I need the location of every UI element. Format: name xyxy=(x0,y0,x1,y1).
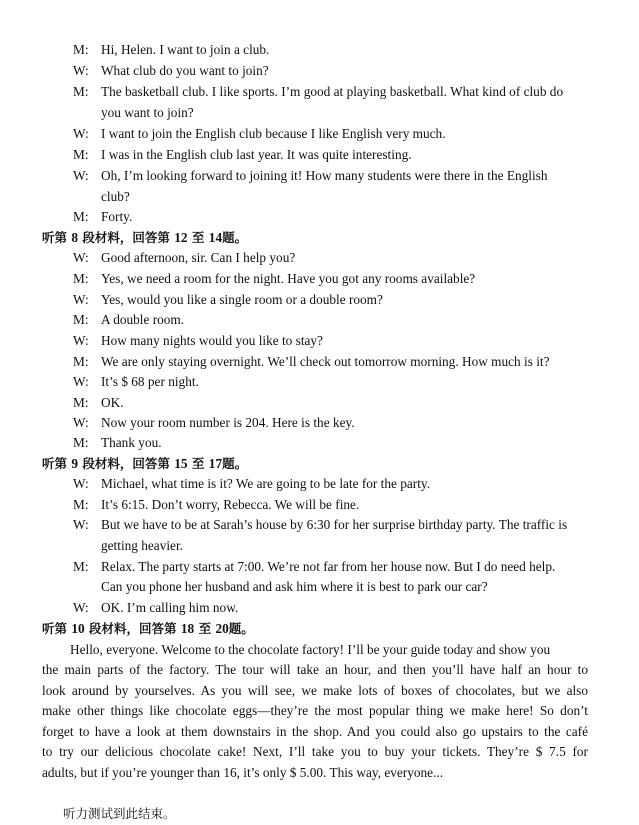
speaker-label: M: xyxy=(73,42,89,57)
speaker-label: W: xyxy=(73,476,89,491)
monologue-line: Hello, everyone. Welcome to the chocolate factory! I’ll be your guide today and show you xyxy=(70,642,551,657)
dialogue-text: Good afternoon, sir. Can I help you? xyxy=(101,250,296,265)
speaker-label: M: xyxy=(73,271,89,286)
heading-prefix: 听第 xyxy=(42,230,68,245)
speaker-label: M: xyxy=(73,312,89,327)
section-heading xyxy=(42,228,247,248)
heading-prefix: 听第 xyxy=(42,621,68,636)
speaker-label: W: xyxy=(73,168,89,183)
speaker-label: M: xyxy=(73,209,89,224)
question-start: 12 xyxy=(174,230,188,245)
heading-to: 至 xyxy=(198,621,212,636)
monologue-line: make other things like chocolate eggs—they’re the most popular thing we make here! So don’t xyxy=(42,703,588,718)
monologue-line: to try our delicious chocolate cake! Next, I’ll take you to buy your tickets. They’re $ 7.5 for xyxy=(42,744,588,759)
dialogue-line xyxy=(73,269,475,289)
speaker-label: W: xyxy=(73,126,89,141)
heading-prefix: 听第 xyxy=(42,456,68,471)
dialogue-text: We are only staying overnight. We’ll check out tomorrow morning. How much is it? xyxy=(101,354,550,369)
dialogue-line xyxy=(73,372,199,392)
dialogue-line xyxy=(73,557,555,577)
monologue-line: forget to have a look at them downstairs in the shop. And you could also go upstairs to the café xyxy=(42,724,588,739)
speaker-label: W: xyxy=(73,600,89,615)
monologue-line: the main parts of the factory. The tour will take an hour, and then you’ll have half an hour to xyxy=(42,662,588,677)
dialogue-line xyxy=(73,145,412,165)
dialogue-line xyxy=(73,40,269,60)
question-start: 15 xyxy=(174,456,188,471)
section-number: 8 xyxy=(71,230,79,245)
monologue-line: look around by yourselves. As you will see, we make lots of boxes of chocolates, but we also xyxy=(42,683,588,698)
dialogue-line xyxy=(73,207,132,227)
dialogue-text: But we have to be at Sarah’s house by 6:30 for her surprise birthday party. The traffic is xyxy=(101,517,568,532)
heading-to: 至 xyxy=(191,456,205,471)
dialogue-line xyxy=(73,331,323,351)
dialogue-text: Relax. The party starts at 7:00. We’re not far from her house now. But I do need help. xyxy=(101,559,556,574)
dialogue-text: I was in the English club last year. It was quite interesting. xyxy=(101,147,412,162)
section-heading xyxy=(42,619,254,639)
dialogue-line xyxy=(73,290,383,310)
dialogue-continuation xyxy=(101,187,130,207)
dialogue-text: Hi, Helen. I want to join a club. xyxy=(101,42,270,57)
speaker-label: W: xyxy=(73,250,89,265)
speaker-label: W: xyxy=(73,374,89,389)
dialogue-text: OK. I’m calling him now. xyxy=(101,600,239,615)
dialogue-text: you want to join? xyxy=(101,105,194,120)
monologue-line: adults, but if you’re younger than 16, it’s only $ 5.00. This way, everyone... xyxy=(42,765,444,780)
heading-suffix: 题。 xyxy=(222,230,248,245)
speaker-label: M: xyxy=(73,84,89,99)
dialogue-text: Thank you. xyxy=(101,435,162,450)
speaker-label: M: xyxy=(73,559,89,574)
speaker-label: M: xyxy=(73,435,89,450)
dialogue-text: Forty. xyxy=(101,209,133,224)
speaker-label: W: xyxy=(73,292,89,307)
speaker-label: W: xyxy=(73,415,89,430)
heading-middle: 段材料，回答第 xyxy=(82,456,170,471)
speaker-label: W: xyxy=(73,333,89,348)
dialogue-text: The basketball club. I like sports. I’m good at playing basketball. What kind of club do xyxy=(101,84,564,99)
dialogue-line xyxy=(73,433,162,453)
dialogue-line xyxy=(73,82,563,102)
dialogue-continuation xyxy=(101,577,488,597)
section-heading xyxy=(42,454,247,474)
dialogue-text: How many nights would you like to stay? xyxy=(101,333,323,348)
dialogue-text: Michael, what time is it? We are going to be late for the party. xyxy=(101,476,431,491)
dialogue-line xyxy=(73,598,238,618)
dialogue-continuation xyxy=(101,536,183,556)
dialogue-text: Yes, we need a room for the night. Have you got any rooms available? xyxy=(101,271,476,286)
speaker-label: W: xyxy=(73,63,89,78)
dialogue-text: Now your room number is 204. Here is the key. xyxy=(101,415,355,430)
dialogue-text: Can you phone her husband and ask him where it is best to park our car? xyxy=(101,579,488,594)
dialogue-text: A double room. xyxy=(101,312,185,327)
question-end: 17 xyxy=(208,456,223,471)
section-number: 9 xyxy=(71,456,79,471)
dialogue-line xyxy=(73,166,547,186)
section-number: 10 xyxy=(71,621,85,636)
question-end: 20 xyxy=(215,621,229,636)
dialogue-line xyxy=(73,124,446,144)
dialogue-line xyxy=(73,413,355,433)
speaker-label: M: xyxy=(73,354,89,369)
dialogue-line xyxy=(73,248,295,268)
dialogue-text: What club do you want to join? xyxy=(101,63,269,78)
question-start: 18 xyxy=(180,621,195,636)
dialogue-line xyxy=(73,474,430,494)
dialogue-continuation xyxy=(101,103,194,123)
dialogue-line xyxy=(73,61,269,81)
speaker-label: M: xyxy=(73,497,89,512)
dialogue-text: Oh, I’m looking forward to joining it! How many students were there in the English xyxy=(101,168,548,183)
dialogue-line xyxy=(73,393,124,413)
speaker-label: W: xyxy=(73,517,89,532)
dialogue-line xyxy=(73,352,550,372)
dialogue-line xyxy=(73,515,567,535)
speaker-label: M: xyxy=(73,395,89,410)
dialogue-line xyxy=(73,495,359,515)
end-note: 听力测试到此结束。 xyxy=(63,806,176,821)
dialogue-text: OK. xyxy=(101,395,124,410)
speaker-label: M: xyxy=(73,147,89,162)
dialogue-text: I want to join the English club because I like English very much. xyxy=(101,126,446,141)
dialogue-text: It’s $ 68 per night. xyxy=(101,374,199,389)
question-end: 14 xyxy=(208,230,223,245)
heading-to: 至 xyxy=(191,230,205,245)
dialogue-text: getting heavier. xyxy=(101,538,183,553)
heading-suffix: 题。 xyxy=(222,456,248,471)
heading-middle: 段材料，回答第 xyxy=(82,230,170,245)
dialogue-line xyxy=(73,310,184,330)
dialogue-text: It’s 6:15. Don’t worry, Rebecca. We will be fine. xyxy=(101,497,360,512)
dialogue-text: club? xyxy=(101,189,130,204)
heading-middle: 段材料，回答第 xyxy=(89,621,177,636)
heading-suffix: 题。 xyxy=(228,621,254,636)
dialogue-text: Yes, would you like a single room or a double room? xyxy=(101,292,383,307)
